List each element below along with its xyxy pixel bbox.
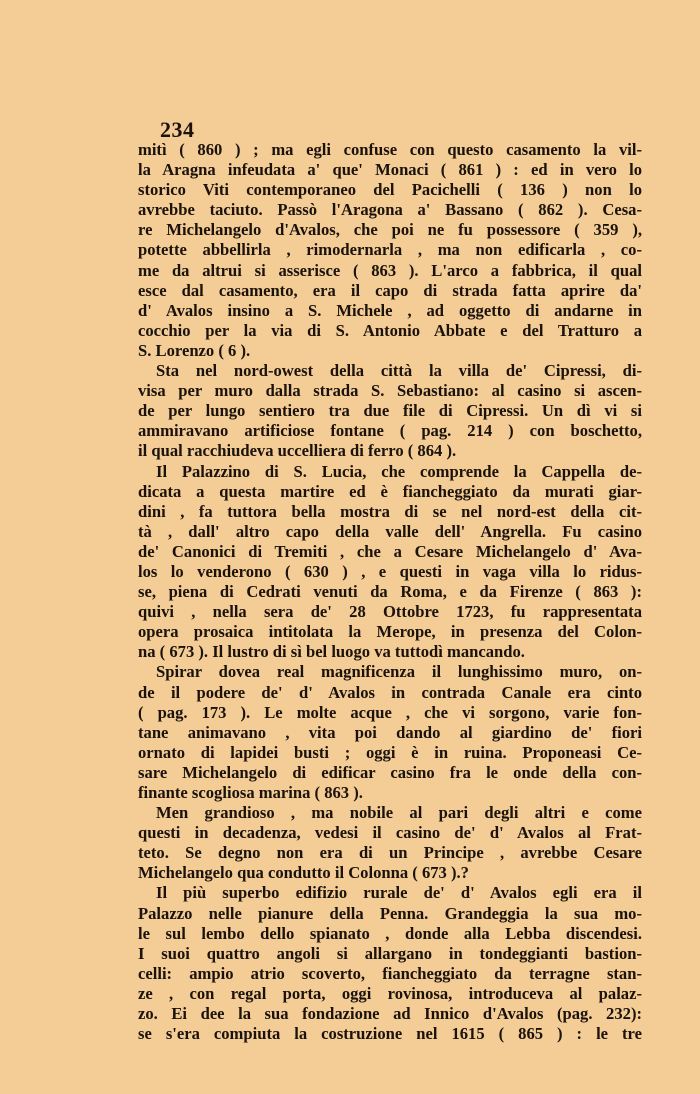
text-line: sare Michelangelo di edificar casino fra le onde della con-: [138, 762, 642, 782]
text-line: avrebbe taciuto. Passò l'Aragona a' Bassano ( 862 ). Cesa-: [138, 200, 642, 220]
text-line: celli: ampio atrio scoverto, fiancheggiato da terragne stan-: [138, 963, 642, 983]
text-line: d' Avalos insino a S. Michele , ad oggetto di andarne in: [138, 300, 642, 320]
body-text: [138, 140, 642, 1044]
text-line: quivi , nella sera de' 28 Ottobre 1723, fu rappresentata: [138, 602, 642, 622]
text-line: cocchio per la via di S. Antonio Abbate e del Tratturo a: [138, 320, 642, 340]
text-line: de il podere de' d' Avalos in contrada Canale era cinto: [138, 682, 642, 702]
text-line: S. Lorenzo ( 6 ).: [138, 340, 251, 360]
text-line: ( pag. 173 ). Le molte acque , che vi sorgono, varie fon-: [138, 702, 642, 722]
text-line: Sta nel nord-owest della città la villa de' Cipressi, di-: [156, 361, 642, 381]
text-line: opera prosaica intitolata la Merope, in presenza del Colon-: [138, 622, 642, 642]
text-line: il qual racchiudeva uccelliera di ferro ( 864 ).: [138, 441, 457, 461]
text-line: tà , dall' altro capo della valle dell' Angrella. Fu casino: [138, 521, 642, 541]
text-line: Il più superbo edifizio rurale de' d' Avalos egli era il: [156, 883, 642, 903]
text-line: se, piena di Cedrati venuti da Roma, e da Firenze ( 863 ):: [138, 582, 642, 602]
text-line: de per lungo sentiero tra due file di Cipressi. Un dì vi si: [138, 401, 642, 421]
text-line: re Michelangelo d'Avalos, che poi ne fu possessore ( 359 ),: [138, 220, 642, 240]
text-line: ammiravano artificiose fontane ( pag. 214 ) con boschetto,: [138, 421, 642, 441]
page-number: 234: [160, 117, 195, 142]
text-line: se s'era compiuta la costruzione nel 1615 ( 865 ) : le tre: [138, 1024, 642, 1044]
text-line: ornato di lapidei busti ; oggi è in ruina. Proponeasi Ce-: [138, 742, 642, 762]
text-line: Michelangelo qua condutto il Colonna ( 673 ).?: [138, 863, 469, 883]
text-line: questi in decadenza, vedesi il casino de' d' Avalos al Frat-: [138, 823, 642, 843]
text-line: la Aragna infeudata a' que' Monaci ( 861 ) : ed in vero lo: [138, 160, 642, 180]
text-line: visa per muro dalla strada S. Sebastiano: al casino si ascen-: [138, 381, 642, 401]
text-line: na ( 673 ). Il lustro di sì bel luogo va tuttodì mancando.: [138, 642, 525, 662]
text-line: me da altrui si asserisce ( 863 ). L'arco a fabbrica, il qual: [138, 260, 642, 280]
text-line: teto. Se degno non era di un Principe , avrebbe Cesare: [138, 843, 642, 863]
text-line: ze , con regal porta, oggi rovinosa, introduceva al palaz-: [138, 983, 642, 1003]
text-line: storico Viti contemporaneo del Pacichelli ( 136 ) non lo: [138, 180, 642, 200]
text-line: I suoi quattro angoli si allargano in tondeggianti bastion-: [138, 943, 642, 963]
text-line: Palazzo nelle pianure della Penna. Grandeggia la sua mo-: [138, 903, 642, 923]
text-line: de' Canonici di Tremiti , che a Cesare Michelangelo d' Ava-: [138, 541, 642, 561]
text-line: Il Palazzino di S. Lucia, che comprende la Cappella de-: [156, 461, 642, 481]
text-line: Men grandioso , ma nobile al pari degli altri e come: [156, 803, 642, 823]
text-line: dini , fa tuttora bella mostra di se nel nord-est della cit-: [138, 501, 642, 521]
text-line: tane animavano , vita poi dando al giardino de' fiori: [138, 722, 642, 742]
text-line: dicata a questa martire ed è fiancheggiato da murati giar-: [138, 481, 642, 501]
text-line: los lo venderono ( 630 ) , e questi in vaga villa lo ridus-: [138, 561, 642, 581]
text-line: esce dal casamento, era il capo di strada fatta aprire da': [138, 280, 642, 300]
text-line: Spirar dovea real magnificenza il lunghissimo muro, on-: [156, 662, 642, 682]
text-line: le sul lembo dello spianato , donde alla Lebba discendesi.: [138, 923, 642, 943]
text-line: mitì ( 860 ) ; ma egli confuse con questo casamento la vil-: [138, 140, 642, 159]
text-line: zo. Ei dee la sua fondazione ad Innico d'Avalos (pag. 232):: [138, 1004, 642, 1024]
text-line: finante scogliosa marina ( 863 ).: [138, 783, 363, 802]
text-line: potette abbellirla , rimodernarla , ma non edificarla , co-: [138, 240, 642, 260]
